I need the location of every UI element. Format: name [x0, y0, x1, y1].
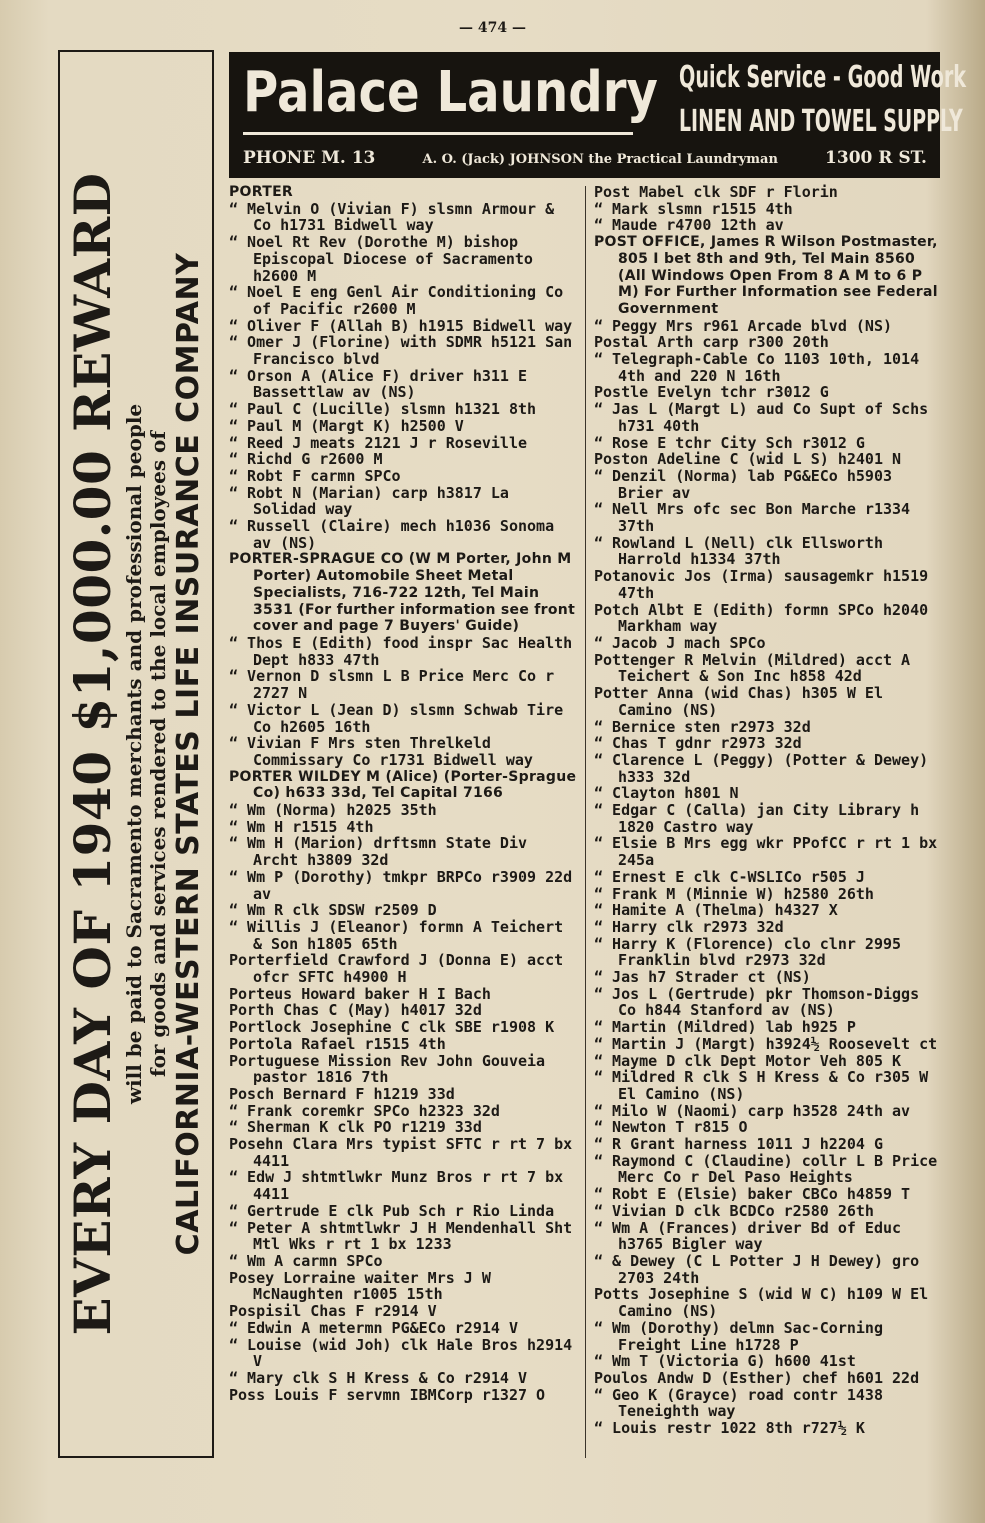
directory-entry: “ Sherman K clk PO r1219 33d: [229, 1118, 482, 1137]
directory-entry: “ Frank coremkr SPCo h2323 32d: [229, 1101, 500, 1120]
directory-entry: “ Oliver F (Allah B) h1915 Bidwell way: [229, 316, 573, 335]
directory-entry: “ Martin (Mildred) lab h925 P: [594, 1018, 856, 1037]
directory-entry: Porteus Howard baker H I Bach: [229, 984, 491, 1003]
directory-entry: Postal Arth carp r300 20th: [594, 333, 829, 352]
banner-underline: [243, 132, 633, 135]
directory-entry: “ Robt F carmn SPCo: [229, 466, 401, 485]
directory-entry: Portuguese Mission Rev John Gouveia pastor 1816 7th: [229, 1051, 555, 1087]
directory-entry: “ Edgar C (Calla) jan City Library h 1820 Castro way: [594, 801, 929, 836]
directory-entry: “ Jos L (Gertrude) pkr Thomson-Diggs Co h844 Stanford av (NS): [594, 984, 929, 1020]
directory-column-right: [594, 183, 947, 1438]
directory-entry: Poulos Andw D (Esther) chef h601 22d: [594, 1368, 920, 1387]
directory-entry: “ Robt E (Elsie) baker CBCo h4859 T: [594, 1185, 911, 1204]
directory-entry: “ Russell (Claire) mech h1036 Sonoma av (NS): [229, 517, 564, 552]
directory-entry: “ Wm A carmn SPCo: [229, 1252, 383, 1270]
directory-entry: “ Frank M (Minnie W) h2580 26th: [594, 884, 874, 903]
directory-entry: “ Vivian D clk BCDCo r2580 26th: [594, 1201, 874, 1220]
banner-tagline-2: LINEN AND TOWEL SUPPLY: [679, 104, 963, 139]
directory-entry: Portola Rafael r1515 4th: [229, 1034, 446, 1053]
directory-entry: “ Wm R clk SDSW r2509 D: [229, 901, 437, 920]
directory-entry: “ Telegraph-Cable Co 1103 10th, 1014 4th and 220 N 16th: [594, 350, 929, 385]
directory-entry: “ Rose E tchr City Sch r3012 G: [594, 433, 865, 452]
directory-entry: “ Wm (Dorothy) delmn Sac-Corning Freight Line h1728 P: [594, 1318, 893, 1354]
directory-entry: “ Mildred R clk S H Kress & Co r305 W El Camino (NS): [594, 1068, 938, 1103]
side-ad-line-2: will be paid to Sacramento merchants and professional people: [121, 403, 146, 1105]
directory-entry: “ Wm H r1515 4th: [229, 817, 374, 836]
side-ad-line-3: for goods and services rendered to the local employees of: [146, 430, 171, 1078]
directory-entry: “ Noel Rt Rev (Dorothe M) bishop Episcopal Diocese of Sacramento h2600 M: [229, 233, 542, 285]
directory-entry: “ Edw J shtmtlwkr Munz Bros r rt 7 bx 4411: [229, 1168, 573, 1204]
directory-entry: “ Melvin O (Vivian F) slsmn Armour & Co h1731 Bidwell way: [229, 199, 564, 235]
directory-entry: Poston Adeline C (wid L S) h2401 N: [594, 450, 902, 469]
directory-heading-entry: PORTER: [229, 184, 294, 200]
directory-entry: Poss Louis F servmn IBMCorp r1327 O: [229, 1385, 546, 1404]
banner-address: 1300 R ST.: [825, 148, 927, 168]
directory-entry: “ Wm T (Victoria G) h600 41st: [594, 1352, 856, 1371]
directory-entry: “ Milo W (Naomi) carp h3528 24th av: [594, 1101, 911, 1120]
directory-entry: “ Omer J (Florine) with SDMR h5121 San Francisco blvd: [229, 333, 582, 369]
directory-entry: “ Peter A shtmtlwkr J H Mendenhall Sht Mtl Wks r rt 1 bx 1233: [229, 1218, 582, 1254]
directory-entry: “ Jacob J mach SPCo: [594, 633, 766, 652]
directory-heading-entry: PORTER WILDEY M (Alice) (Porter-Sprague Co) h633 33d, Tel Capital 7166: [229, 768, 582, 802]
directory-entry: Porth Chas C (May) h4017 32d: [229, 1001, 482, 1020]
banner-phone: PHONE M. 13: [243, 148, 376, 168]
directory-entry: “ R Grant harness 1011 J h2204 G: [594, 1135, 883, 1154]
directory-entry: “ Reed J meats 2121 J r Roseville: [229, 433, 528, 452]
banner-title: Palace Laundry: [243, 60, 658, 125]
directory-entry: Portlock Josephine C clk SBE r1908 K: [229, 1018, 555, 1037]
directory-entry: “ Wm A (Frances) driver Bd of Educ h3765 Bigler way: [594, 1218, 911, 1254]
directory-entry: Potanovic Jos (Irma) sausagemkr h1519 47th: [594, 567, 938, 602]
directory-entry: “ Mark slsmn r1515 4th: [594, 199, 793, 218]
directory-entry: “ Chas T gdnr r2973 32d: [594, 734, 802, 753]
side-ad-rotated-text: [60, 52, 212, 1456]
directory-entry: “ Victor L (Jean D) slsmn Schwab Tire Co h2605 16th: [229, 700, 573, 736]
directory-entry: “ Clayton h801 N: [594, 784, 739, 803]
directory-entry: “ Willis J (Eleanor) formn A Teichert & Son h1805 65th: [229, 917, 573, 953]
directory-entry: “ Orson A (Alice F) driver h311 E Bassettlaw av (NS): [229, 366, 537, 402]
directory-heading-entry: PORTER-SPRAGUE CO (W M Porter, John M Porter) Automobile Sheet Metal Specialists, 716-722 12th, Tel Main 3531 (For further information see front cover and page 7 Buyers' Guide): [229, 551, 581, 635]
directory-entry: “ Martin J (Margt) h3924½ Roosevelt ct: [594, 1034, 938, 1053]
directory-entry: Potts Josephine S (wid W C) h109 W El Camino (NS): [594, 1285, 938, 1321]
directory-entry: Posch Bernard F h1219 33d: [229, 1084, 455, 1103]
side-ad-company: CALIFORNIA-WESTERN STATES LIFE INSURANCE COMPANY: [170, 252, 206, 1256]
directory-entry: “ Louis restr 1022 8th r727½ K: [594, 1419, 865, 1438]
directory-entry: “ Vivian F Mrs sten Threlkeld Commissary Co r1731 Bidwell way: [229, 734, 533, 769]
directory-entry: “ Jas h7 Strader ct (NS): [594, 968, 811, 987]
directory-entry: Pospisil Chas F r2914 V: [229, 1302, 437, 1321]
directory-entry: “ Thos E (Edith) food inspr Sac Health Dept h833 47th: [229, 633, 582, 669]
directory-entry: “ Peggy Mrs r961 Arcade blvd (NS): [594, 316, 893, 335]
directory-entry: “ & Dewey (C L Potter J H Dewey) gro 2703 24th: [594, 1252, 929, 1287]
directory-entry: Post Mabel clk SDF r Florin: [594, 183, 838, 201]
directory-entry: “ Noel E eng Genl Air Conditioning Co of Pacific r2600 M: [229, 283, 573, 318]
directory-entry: Potch Albt E (Edith) formn SPCo h2040 Markham way: [594, 600, 938, 636]
directory-entry: “ Ernest E clk C-WSLICo r505 J: [594, 867, 865, 886]
directory-entry: “ Clarence L (Peggy) (Potter & Dewey) h333 32d: [594, 750, 938, 786]
directory-entry: Posey Lorraine waiter Mrs J W McNaughten r1005 15th: [229, 1268, 500, 1304]
directory-entry: “ Mary clk S H Kress & Co r2914 V: [229, 1368, 528, 1387]
directory-entry: “ Bernice sten r2973 32d: [594, 717, 811, 736]
directory-entry: “ Jas L (Margt L) aud Co Supt of Schs h731 40th: [594, 400, 938, 435]
side-reward-advertisement: [58, 50, 214, 1458]
directory-entry: “ Nell Mrs ofc sec Bon Marche r1334 37th: [594, 500, 920, 536]
directory-entry: “ Wm (Norma) h2025 35th: [229, 801, 437, 820]
directory-entry: “ Harry clk r2973 32d: [594, 917, 784, 936]
directory-entry: “ Edwin A metermn PG&ECo r2914 V: [229, 1318, 518, 1337]
directory-entry: Pottenger R Melvin (Mildred) acct A Teichert & Son Inc h858 42d: [594, 650, 920, 686]
side-ad-headline: EVERY DAY OF 1940 $1,000.00 REWARD: [63, 172, 122, 1336]
page-number: — 474 —: [459, 20, 526, 36]
banner-tagline-1: Quick Service - Good Work: [679, 60, 967, 95]
directory-entry: “ Denzil (Norma) lab PG&ECo h5903 Brier av: [594, 466, 902, 502]
banner-owner: A. O. (Jack) JOHNSON the Practical Laundryman: [422, 152, 778, 167]
directory-heading-entry: POST OFFICE, James R Wilson Postmaster, 805 I bet 8th and 9th, Tel Main 8560 (All Windows Open From 8 A M to 6 P M) For Further Information see Federal Government: [594, 234, 943, 317]
directory-entry: “ Richd G r2600 M: [229, 450, 383, 469]
directory-entry: “ Robt N (Marian) carp h3817 La Solidad way: [229, 483, 518, 519]
directory-entry: Potter Anna (wid Chas) h305 W El Camino (NS): [594, 684, 893, 719]
directory-entry: “ Wm P (Dorothy) tmkpr BRPCo r3909 22d av: [229, 867, 582, 903]
directory-entry: “ Louise (wid Joh) clk Hale Bros h2914 V: [229, 1335, 582, 1371]
directory-entry: “ Paul C (Lucille) slsmn h1321 8th: [229, 400, 537, 419]
directory-column-left: [229, 184, 581, 1403]
directory-entry: “ Newton T r815 O: [594, 1118, 748, 1137]
directory-entry: “ Wm H (Marion) drftsmn State Div Archt h3809 32d: [229, 834, 537, 870]
directory-entry: “ Rowland L (Nell) clk Ellsworth Harrold h1334 37th: [594, 533, 893, 569]
directory-entry: “ Hamite A (Thelma) h4327 X: [594, 901, 838, 920]
palace-laundry-banner: [229, 52, 967, 178]
directory-entry: “ Paul M (Margt K) h2500 V: [229, 416, 464, 435]
directory-entry: “ Raymond C (Claudine) collr L B Price Merc Co r Del Paso Heights: [594, 1151, 947, 1187]
column-divider: [585, 186, 586, 1458]
directory-entry: “ Elsie B Mrs egg wkr PPofCC r rt 1 bx 245a: [594, 834, 947, 870]
directory-entry: Porterfield Crawford J (Donna E) acct ofcr SFTC h4900 H: [229, 951, 573, 987]
directory-entry: Posehn Clara Mrs typist SFTC r rt 7 bx 4411: [229, 1135, 582, 1170]
directory-entry: Postle Evelyn tchr r3012 G: [594, 383, 829, 402]
directory-entry: “ Mayme D clk Dept Motor Veh 805 K: [594, 1051, 902, 1070]
directory-entry: “ Maude r4700 12th av: [594, 216, 784, 235]
directory-entry: “ Geo K (Grayce) road contr 1438 Teneighth way: [594, 1385, 893, 1421]
banner-contact-row: [243, 148, 927, 172]
directory-entry: “ Harry K (Florence) clo clnr 2995 Franklin blvd r2973 32d: [594, 934, 911, 970]
directory-entry: “ Gertrude E clk Pub Sch r Rio Linda: [229, 1201, 555, 1220]
directory-entry: “ Vernon D slsmn L B Price Merc Co r 2727 N: [229, 667, 564, 703]
